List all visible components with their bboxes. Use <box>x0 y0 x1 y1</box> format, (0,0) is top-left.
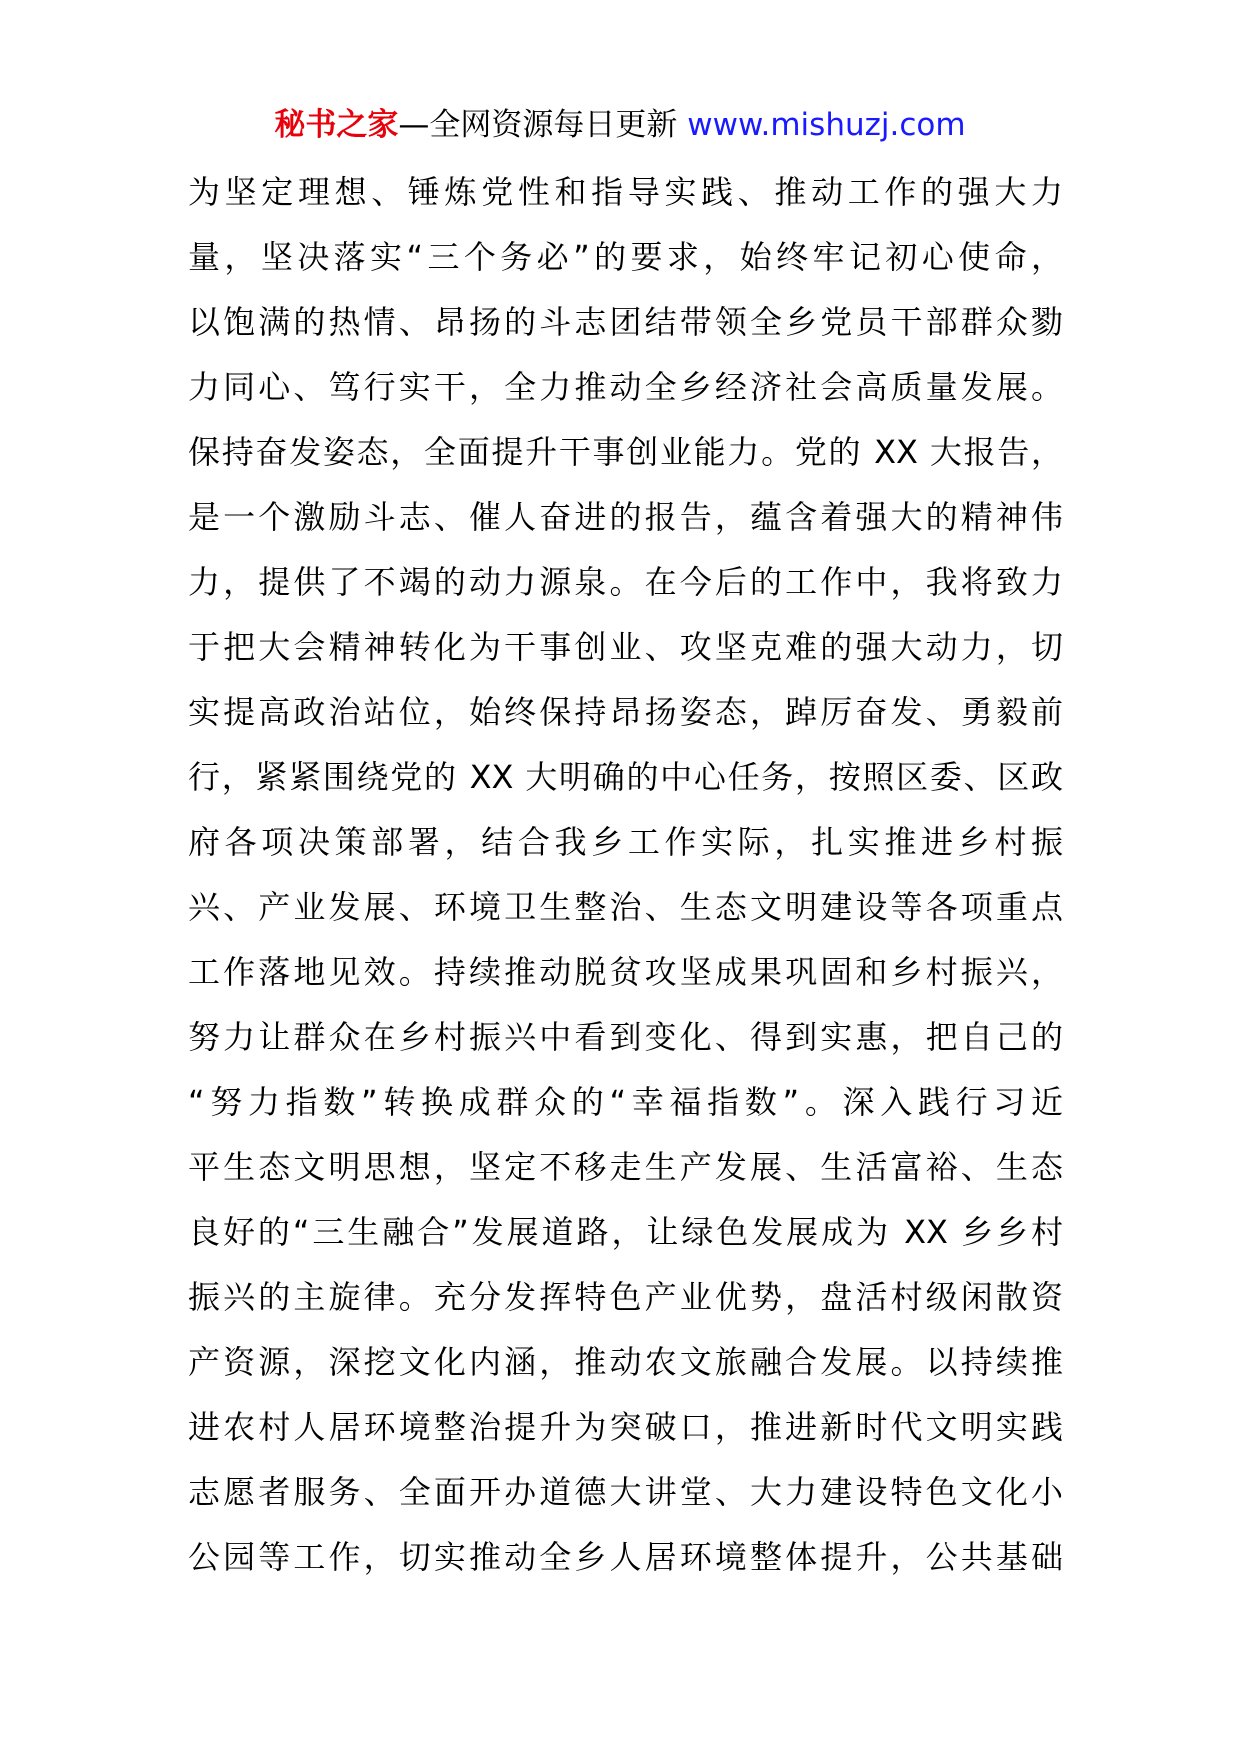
text-line-21: 志愿者服务、全面开办道德大讲堂、大力建设特色文化小 <box>188 1473 1063 1511</box>
text-line-3: 以饱满的热情、昂扬的斗志团结带领全乡党员干部群众勠 <box>188 303 1063 341</box>
text-line-4: 力同心、笃行实干，全力推动全乡经济社会高质量发展。 <box>188 368 1063 406</box>
text-line-2: 量，坚决落实“三个务必”的要求，始终牢记初心使命， <box>188 238 1063 276</box>
text-line-11: 府各项决策部署，结合我乡工作实际，扎实推进乡村振 <box>188 823 1063 861</box>
text-line-17: 良好的“三生融合”发展道路，让绿色发展成为 XX 乡乡村 <box>188 1213 1063 1251</box>
text-line-5: 保持奋发姿态，全面提升干事创业能力。党的 XX 大报告， <box>188 433 1063 471</box>
text-line-15: “努力指数”转换成群众的“幸福指数”。深入践行习近 <box>188 1083 1063 1121</box>
text-line-14: 努力让群众在乡村振兴中看到变化、得到实惠，把自己的 <box>188 1018 1063 1056</box>
text-line-13: 工作落地见效。持续推动脱贫攻坚成果巩固和乡村振兴， <box>188 953 1063 991</box>
text-line-7: 力，提供了不竭的动力源泉。在今后的工作中，我将致力 <box>188 563 1063 601</box>
document-body <box>188 160 1063 1590</box>
text-line-9: 实提高政治站位，始终保持昂扬姿态，踔厉奋发、勇毅前 <box>188 693 1063 731</box>
brand-name: 秘书之家 <box>274 107 399 143</box>
text-line-10: 行，紧紧围绕党的 XX 大明确的中心任务，按照区委、区政 <box>188 758 1063 796</box>
text-line-22: 公园等工作，切实推动全乡人居环境整体提升，公共基础 <box>188 1538 1063 1576</box>
text-line-19: 产资源，深挖文化内涵，推动农文旅融合发展。以持续推 <box>188 1343 1063 1381</box>
page-header <box>0 97 1240 153</box>
text-line-8: 于把大会精神转化为干事创业、攻坚克难的强大动力，切 <box>188 628 1063 666</box>
text-line-6: 是一个激励斗志、催人奋进的报告，蕴含着强大的精神伟 <box>188 498 1063 536</box>
text-line-16: 平生态文明思想，坚定不移走生产发展、生活富裕、生态 <box>188 1148 1063 1186</box>
site-url-link[interactable]: www.mishuzj.com <box>687 107 966 143</box>
text-line-20: 进农村人居环境整治提升为突破口，推进新时代文明实践 <box>188 1408 1063 1446</box>
text-line-12: 兴、产业发展、环境卫生整治、生态文明建设等各项重点 <box>188 888 1063 926</box>
header-tagline: —全网资源每日更新 <box>398 107 688 143</box>
text-line-1: 为坚定理想、锤炼党性和指导实践、推动工作的强大力 <box>188 173 1063 211</box>
text-line-18: 振兴的主旋律。充分发挥特色产业优势，盘活村级闲散资 <box>188 1278 1063 1316</box>
